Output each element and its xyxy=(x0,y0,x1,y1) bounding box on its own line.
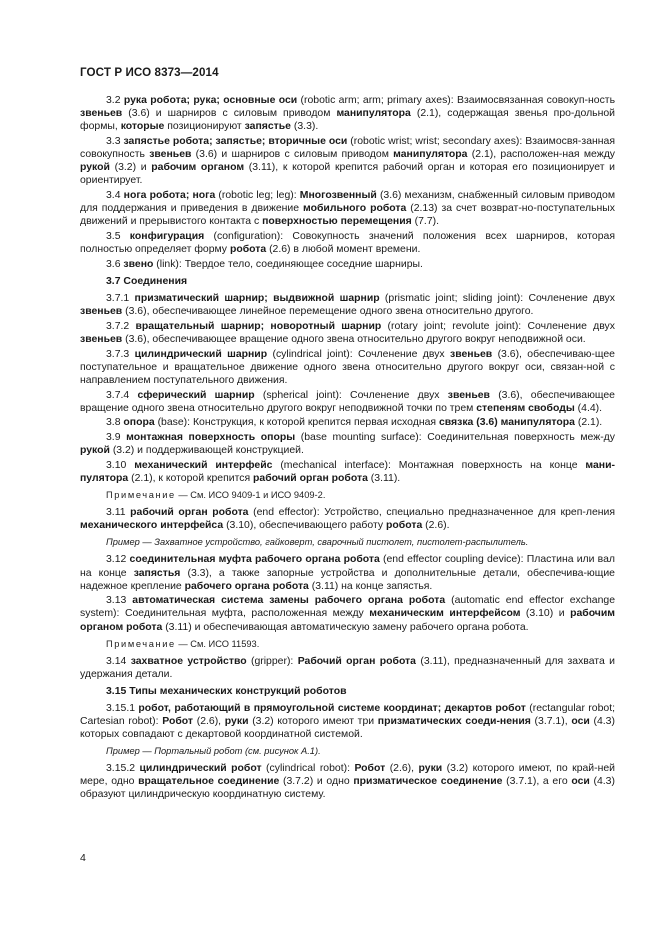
term-bold: Многозвенный xyxy=(299,189,377,201)
text-run: (3.11) и обеспечивающая автоматическую замену рабочего органа робота. xyxy=(162,621,529,633)
example: Пример — Захватное устройство, гайковерт, сварочный пистолет, пистолет-распылитель. xyxy=(106,537,529,548)
text-run: (robotic arm; arm; primary axes): Взаимосвязанная совокуп-ность xyxy=(297,95,616,106)
term-definition xyxy=(80,506,615,532)
term-bold: соединительная муфта рабочего органа робота xyxy=(129,554,380,566)
text-run: (rotary joint; revolute joint): Сочленение двух xyxy=(381,320,615,332)
term-bold: оси xyxy=(571,775,590,787)
text-run: 3.15.2 xyxy=(106,762,140,774)
section-heading xyxy=(80,685,615,698)
text-run: 3.13 xyxy=(106,595,133,607)
term-definition xyxy=(80,553,615,592)
text-run: (3.2) которого имеют, по край-ней мере, одно xyxy=(80,762,616,787)
term-bold: робота xyxy=(386,520,423,532)
text-run: (3.11). xyxy=(367,473,401,485)
page-number: 4 xyxy=(80,852,86,864)
term-bold: рабочий орган робота xyxy=(130,507,249,519)
term-bold: вращательное соединение xyxy=(138,775,280,787)
term-bold: призматическое соединение xyxy=(353,775,503,787)
term-bold: звеньев xyxy=(80,305,123,317)
term-bold: нога робота; нога xyxy=(123,189,216,201)
term-bold: запястье робота; запястье; вторичные оси xyxy=(123,135,348,147)
term-bold: захватное устройство xyxy=(130,655,247,667)
term-bold: степеням свободы xyxy=(476,402,575,414)
term-bold: монтажная поверхность опоры xyxy=(126,432,296,444)
text-run: (2.6). xyxy=(422,520,450,532)
term-bold: конфигурация xyxy=(129,230,205,242)
term-bold: 3.7 Соединения xyxy=(106,275,188,287)
term-definition xyxy=(80,135,615,187)
text-run: 3.15.1 xyxy=(106,702,139,714)
term-bold: Робот xyxy=(354,762,386,774)
text-run: (3.3), а также запорные устройства и дополнительные детали, обеспечива-ющие надежное крепление xyxy=(80,567,615,592)
text-run: (2.6) в любой момент времени. xyxy=(266,243,421,255)
text-run: (3.2) и поддерживающей конструкцией. xyxy=(109,445,304,457)
text-run: (prismatic joint; sliding joint): Сочленение двух xyxy=(379,292,615,304)
text-run: (3.3). xyxy=(290,121,319,133)
term-bold: манипулятора xyxy=(393,148,468,160)
term-bold: мани-пулятора xyxy=(80,460,616,485)
text-run: (7.7). xyxy=(411,216,439,228)
term-bold: механическим интерфейсом xyxy=(369,608,521,620)
text-run: (2.6), xyxy=(193,715,225,727)
term-bold: 3.15 Типы механических конструкций роботов xyxy=(106,685,347,697)
term-bold: запястья xyxy=(133,567,181,579)
term-bold: звеньев xyxy=(450,348,493,360)
term-bold: рабочего органа робота xyxy=(184,580,309,592)
term-bold: цилиндрический шарнир xyxy=(134,348,268,360)
text-run: 3.7.1 xyxy=(106,292,135,304)
term-bold: звеньев xyxy=(149,148,192,160)
term-definition xyxy=(80,348,615,387)
term-bold: призматических соеди-нения xyxy=(377,715,531,727)
term-definition xyxy=(80,762,615,801)
term-bold: запястье xyxy=(244,121,291,133)
term-bold: руки xyxy=(224,715,249,727)
text-run: (3.10), обеспечивающего работу xyxy=(223,520,387,532)
text-run: (cylindrical joint): Сочленение двух xyxy=(267,348,450,360)
term-bold: рука робота; рука; основные оси xyxy=(123,95,298,106)
note-text: — См. ИСО 11593. xyxy=(175,638,260,649)
term-definition xyxy=(80,416,615,429)
text-run: (3.11), предназначенный для захвата и удержания детали. xyxy=(80,655,615,680)
text-run: 3.2 xyxy=(106,95,124,106)
term-bold: робот, работающий в прямоугольной системе координат; декартов робот xyxy=(138,702,526,714)
text-run: (end effector coupling device): Пластина или вал на конце xyxy=(80,554,615,579)
text-run: (3.6), обеспечиваю-щее поступательное и вращательное движение одного звена относительно другого вокруг оси, связан-ной с направлением поступательного движения. xyxy=(80,348,615,386)
term-bold: рабочий орган робота xyxy=(253,473,368,485)
text-run: (rectangular robot; Cartesian robot): xyxy=(80,702,615,727)
example: Пример — Портальный робот (см. рисунок А.1). xyxy=(106,745,321,756)
text-run: (automatic end effector exchange system): Соединительная муфта, расположенная между xyxy=(80,595,616,620)
text-run: 3.12 xyxy=(106,554,130,566)
term-bold: вращательный шарнир; новоротный шарнир xyxy=(135,320,382,332)
term-bold: рукой xyxy=(80,162,110,174)
term-bold: опора xyxy=(123,417,155,429)
text-run: (3.6), обеспечивающее вращение одного звена относительно другого вокруг неподвижной точки по трем xyxy=(80,389,615,414)
text-run: (cylindrical robot): xyxy=(261,762,355,774)
term-bold: цилиндрический робот xyxy=(139,762,262,774)
term-bold: поверхностью перемещения xyxy=(262,216,412,228)
term-bold: рабочим органом робота xyxy=(80,608,616,633)
term-bold: связка (3.6) манипулятора xyxy=(438,417,575,429)
text-run: (3.6) и шарниров с силовым приводом xyxy=(191,148,394,160)
term-definition xyxy=(80,431,615,457)
term-bold: рукой xyxy=(80,445,110,457)
section-heading xyxy=(80,275,615,288)
text-run: (3.2) которого имеют три xyxy=(248,715,378,727)
text-run: (3.6) и шарниров с силовым приводом xyxy=(122,108,337,120)
term-definition xyxy=(80,389,615,415)
text-run: (base mounting surface): Соединительная поверхность меж-ду xyxy=(295,432,615,444)
term-definition xyxy=(80,94,615,133)
text-run: (configuration): Совокупность значений положения всех шарниров, которая полностью определяет форму xyxy=(80,230,615,255)
text-run: (4.3) образуют цилиндрическую координатную систему. xyxy=(80,775,615,801)
note-label: Примечание xyxy=(106,638,176,649)
term-definition xyxy=(80,189,615,228)
text-run: (mechanical interface): Монтажная поверхность на конце xyxy=(272,460,586,472)
text-run: 3.3 xyxy=(106,135,124,147)
term-bold: звеньев xyxy=(80,333,123,345)
term-bold: призматический шарнир; выдвижной шарнир xyxy=(134,292,380,304)
term-bold: Робот xyxy=(162,715,194,727)
term-definition xyxy=(80,459,615,485)
term-bold: рабочим органом xyxy=(151,162,245,174)
document-body xyxy=(80,94,615,803)
text-run: (3.7.1), а его xyxy=(502,775,572,787)
text-run: 3.14 xyxy=(106,655,131,667)
term-bold: которые xyxy=(120,121,165,133)
note-label: Примечание xyxy=(106,490,176,501)
text-run: 3.4 xyxy=(106,189,124,201)
text-run: (3.2) и xyxy=(109,162,152,174)
text-run: (base): Конструкция, к которой крепится первая исходная xyxy=(154,417,439,429)
text-run: (robotic leg; leg): xyxy=(215,189,300,201)
term-bold: Рабочий орган робота xyxy=(297,655,416,667)
note-text: — См. ИСО 9409-1 и ИСО 9409-2. xyxy=(175,490,326,501)
text-run: (2.1). xyxy=(574,417,603,429)
text-run: (3.6), обеспечивающее вращение одного звена относительно другого вокруг неподвижной оси. xyxy=(122,333,586,345)
text-run: (2.1), к которой крепится xyxy=(128,473,254,485)
term-definition xyxy=(80,292,615,318)
text-run: (end effector): Устройство, специально предназначенное для креп-ления xyxy=(248,507,615,519)
term-bold: механический интерфейс xyxy=(134,460,273,472)
term-bold: мобильного робота xyxy=(303,202,407,214)
text-run: позиционируют xyxy=(164,121,245,133)
text-run: (robotic wrist; wrist; secondary axes): Взаимосвя-занная совокупность xyxy=(80,135,615,160)
text-run: (2.13) за счет возврат-но-поступательных движений и прерывистого контакта с xyxy=(80,202,615,228)
document-header: ГОСТ Р ИСО 8373—2014 xyxy=(80,66,219,79)
term-bold: автоматическая система замены рабочего органа робота xyxy=(132,595,446,607)
term-bold: сферический шарнир xyxy=(137,389,255,401)
term-bold: оси xyxy=(571,715,590,727)
note xyxy=(80,638,615,651)
term-bold: звеньев xyxy=(80,108,123,120)
text-run: (3.6) механизм, снабженный силовым приводом для поддержания и приведения в движение xyxy=(80,189,615,214)
term-definition xyxy=(80,655,615,681)
text-run: (2.1), содержащая звенья про-дольной формы, xyxy=(80,108,615,133)
text-run: (3.7.1), xyxy=(530,715,572,727)
text-run: (3.11) на конце запястья. xyxy=(308,580,433,592)
text-run: (3.6), обеспечивающее линейное перемещение одного звена относительно другого. xyxy=(122,305,534,317)
text-run: (3.10) и xyxy=(520,608,571,620)
term-bold: руки xyxy=(418,762,443,774)
text-run: (spherical joint): Сочленение двух xyxy=(254,389,448,401)
term-bold: механического интерфейса xyxy=(80,520,224,532)
text-run: 3.10 xyxy=(106,460,135,472)
term-definition xyxy=(80,230,615,256)
text-run: 3.8 xyxy=(106,417,124,429)
text-run: 3.9 xyxy=(106,432,127,444)
term-definition xyxy=(80,258,615,271)
text-run: (3.11), к которой крепится рабочий орган и которая его позиционирует и ориентирует. xyxy=(80,162,615,187)
term-bold: звено xyxy=(123,258,154,270)
term-bold: робота xyxy=(229,243,267,255)
text-run: (4.3) которых совпадают с декартовой координатной системой. xyxy=(80,715,615,740)
text-run: 3.5 xyxy=(106,230,130,242)
text-run: (link): Твердое тело, соединяющее соседние шарниры. xyxy=(153,258,423,270)
text-run: 3.7.4 xyxy=(106,389,138,401)
text-run: (3.7.2) и одно xyxy=(279,775,354,787)
text-run: 3.6 xyxy=(106,258,124,270)
term-bold: звеньев xyxy=(447,389,490,401)
term-definition xyxy=(80,320,615,346)
text-run: (2.6), xyxy=(385,762,419,774)
term-bold: манипулятора xyxy=(336,108,411,120)
note xyxy=(80,489,615,502)
text-run: 3.7.2 xyxy=(106,320,136,332)
text-run: (2.1), расположен-ная между xyxy=(467,148,615,160)
text-run: (4.4). xyxy=(574,402,603,414)
term-definition xyxy=(80,594,615,633)
text-run: (gripper): xyxy=(246,655,298,667)
text-run: 3.7.3 xyxy=(106,348,135,360)
term-definition xyxy=(80,702,615,741)
text-run: 3.11 xyxy=(106,507,131,519)
